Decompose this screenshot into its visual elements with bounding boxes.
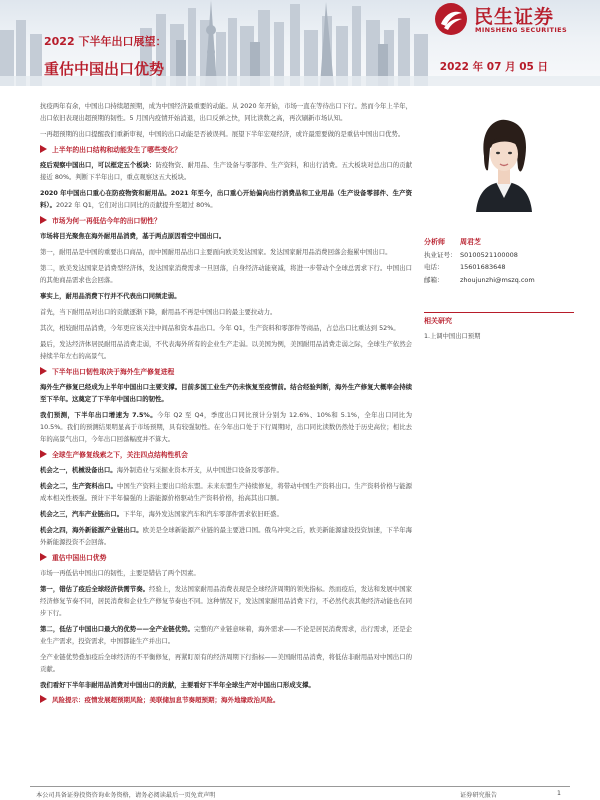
arrow-icon [40, 695, 47, 703]
arrow-icon [40, 216, 47, 224]
section-heading: 上半年的出口结构和动能发生了哪些变化？ [40, 144, 412, 156]
paragraph: 机会之三，汽车产业链出口。下半年，海外发达国家汽车和汽车零部件需求依旧旺盛。 [40, 510, 283, 518]
arrow-icon [40, 553, 47, 561]
report-title: 重估中国出口优势 [44, 60, 165, 78]
paragraph: 第二，欧美发达国家是消费型经济体，发达国家消费需求一旦回落，自身经济动能衰减，将进一步带动个全球总需求下行。中国出口的其他商品需求也会回落。 [40, 264, 412, 284]
analyst-info [424, 236, 574, 286]
paragraph: 机会之四，海外新能源产业链出口。欧美是全球新能源产业链的最主要进口国。俄乌冲突之后，欧美新能源建设投资加速，下半年海外新能源投资不会回落。 [40, 526, 413, 546]
section-heading: 全球生产修复线索之下，关注四点结构性机会 [40, 449, 412, 461]
footer-disclaimer: 本公司具备证券投资咨询业务资格，请务必阅读最后一页免责声明 [36, 792, 216, 799]
paragraph: 最后，发达经济体居民耐用品消费走弱，不代表海外所有的企业生产走弱。以美国为例，美国耐用品消费走弱之际，全球生产依然会持续半年左右的高景气。 [40, 340, 412, 360]
paragraph: 机会之二，生产资料出口。中国生产资料主要出口给东盟。未来东盟生产持续修复，将带动中国生产资料出口。生产资料价格与能源成本相关性极强。预计下半年偏强的上游能源价格驱动生产资料价格，抬高其出口额。 [40, 482, 413, 502]
report-body [40, 100, 412, 706]
related-research-title: 相关研究 [424, 312, 574, 326]
arrow-icon [40, 450, 47, 458]
company-logo [434, 1, 584, 37]
paragraph: 疫后观察中国出口，可以框定五个板块：防疫物资、耐用品、生产设备与零部件、生产资料，和出行消费。五大板块对总出口的贡献接近 80%。判断下半年出口，重点观察这五大板块。 [40, 161, 413, 181]
paragraph: 我们预测，下半年出口增速为 7.5%。今年 Q2 至 Q4，季度出口同比预计分别为 12.6%、10%和 5.1%，全年出口同比为 10.5%。我们的预测结果明显高于市场预期，具有较强韧性。在今年出口处于下行周期时，出口同比读数仍然处于历史高位；相比去年的高景气出口，今年出口回落幅度并不算大。 [40, 411, 413, 443]
paragraph: 全产业链优势叠加疫后全球经济的不平衡修复，再紧盯原有的经济周期下行指标——美国耐用品消费，将低估非耐用品对中国出口的贡献。 [40, 653, 412, 673]
paragraph: 第一，耐用品是中国的重要出口商品，而中国耐用品出口主要面向欧美发达国家。发达国家耐用品消费回落会拖累中国出口。 [40, 248, 392, 256]
paragraph: 其次，相较耐用品消费，今年更应该关注中间品和资本品出口。今年 Q1，生产资料和零部件等商品，占总出口比重达到 52%。 [40, 324, 400, 332]
report-date: 2022 年 07 月 05 日 [439, 61, 548, 73]
paragraph: 事实上，耐用品消费下行并不代表出口同频走弱。 [40, 292, 181, 300]
logo-name-en: MINSHENG SECURITIES [475, 26, 568, 34]
paragraph: 市场一再低估中国出口的韧性，主要是错估了两个因素。 [40, 569, 200, 577]
logo-name-cn: 民生证券 [474, 6, 555, 28]
paragraph: 市场将目光聚焦在海外耐用品消费，基于两点原因看空中国出口。 [40, 232, 226, 240]
footer-divider [30, 786, 570, 787]
page-number: 1 [557, 790, 561, 797]
risk-warning: 风险提示：疫情发展超预期风险；美联储加息节奏超预期；海外地缘政治风险。 [40, 695, 412, 706]
minsheng-logo-icon [434, 2, 468, 36]
analyst-photo [462, 112, 546, 212]
paragraph: 首先，当下耐用品对出口的贡献逐渐下降，耐用品不再是中国出口的最主要拉动力。 [40, 308, 277, 316]
paragraph: 海外生产修复已经成为上半年中国出口主要支撑。目前多国工业生产仍未恢复至疫情前。结合经验判断，海外生产修复大概率会持续至下半年。这奠定了下半年中国出口的韧性。 [40, 383, 412, 403]
related-research [424, 312, 574, 340]
arrow-icon [40, 367, 47, 375]
analyst-cert-row: 执业证号： S0100521100008 [424, 250, 518, 259]
analyst-email-row: 邮箱： zhoujunzhi@mszq.com [424, 275, 535, 284]
analyst-name-row: 分析师 周君芝 [424, 238, 481, 246]
paragraph: 第二，低估了中国出口最大的优势——全产业链优势。完整的产业链意味着，海外需求——不论是居民消费需求，出行需求，还是企业生产需求，投资需求，中国都能生产并出口。 [40, 625, 412, 645]
analyst-phone-row: 电话： 15601683648 [424, 263, 506, 271]
paragraph: 第一，错估了疫后全球经济供需节奏。经验上，发达国家耐用品消费表现是全球经济周期的领先指标。然而疫后，发达和发展中国家经济修复节奏不同，居民消费和企业生产修复节奏也不同。这种情况下，发达国家耐用品消费下行，不必然代表其他经济动能也在同步下行。 [40, 585, 413, 617]
section-heading: 下半年出口韧性取决于海外生产修复进程 [40, 366, 412, 378]
related-research-link[interactable]: 1.上调中国出口预期 [424, 333, 481, 340]
paragraph: 2020 年中国出口重心在防疫物资和耐用品。2021 年至今，出口重心开始偏向出行消费品和工业用品（生产设备零部件、生产资料）。2022 年 Q1，它们对出口同比的贡献提升至超过 80%。 [40, 189, 412, 209]
section-heading: 市场为何一再低估今年的出口韧性？ [40, 215, 412, 227]
paragraph: 一再超预期的出口提醒我们重新审视，中国的出口动能是否被误判。展望下半年宏观经济，或许最需要做的是重估中国出口优势。 [40, 130, 405, 138]
footer-report-type: 证券研究报告 [460, 792, 498, 799]
section-heading: 重估中国出口优势 [40, 552, 412, 564]
paragraph: 我们看好下半年非耐用品消费对中国出口的贡献，主要看好下半年全球生产对中国出口形成支撑。 [40, 681, 315, 689]
arrow-icon [40, 145, 47, 153]
header-banner [0, 0, 600, 86]
report-subtitle: 2022 下半年出口展望： [44, 35, 167, 48]
paragraph: 抗疫两年有余，中国出口持续超预期，成为中国经济最重要的动能。从 2020 年开始，市场一直在等待出口下行。然而今年上半年，出口依旧表现出超预期的韧性。5 月国内疫情开始消退，出口反弹之快，同比读数之高，再次刷新市场认知。 [40, 102, 412, 122]
paragraph: 机会之一，机械设备出口。海外制造业与采掘业资本开支，从中国进口设备及零部件。 [40, 466, 283, 474]
